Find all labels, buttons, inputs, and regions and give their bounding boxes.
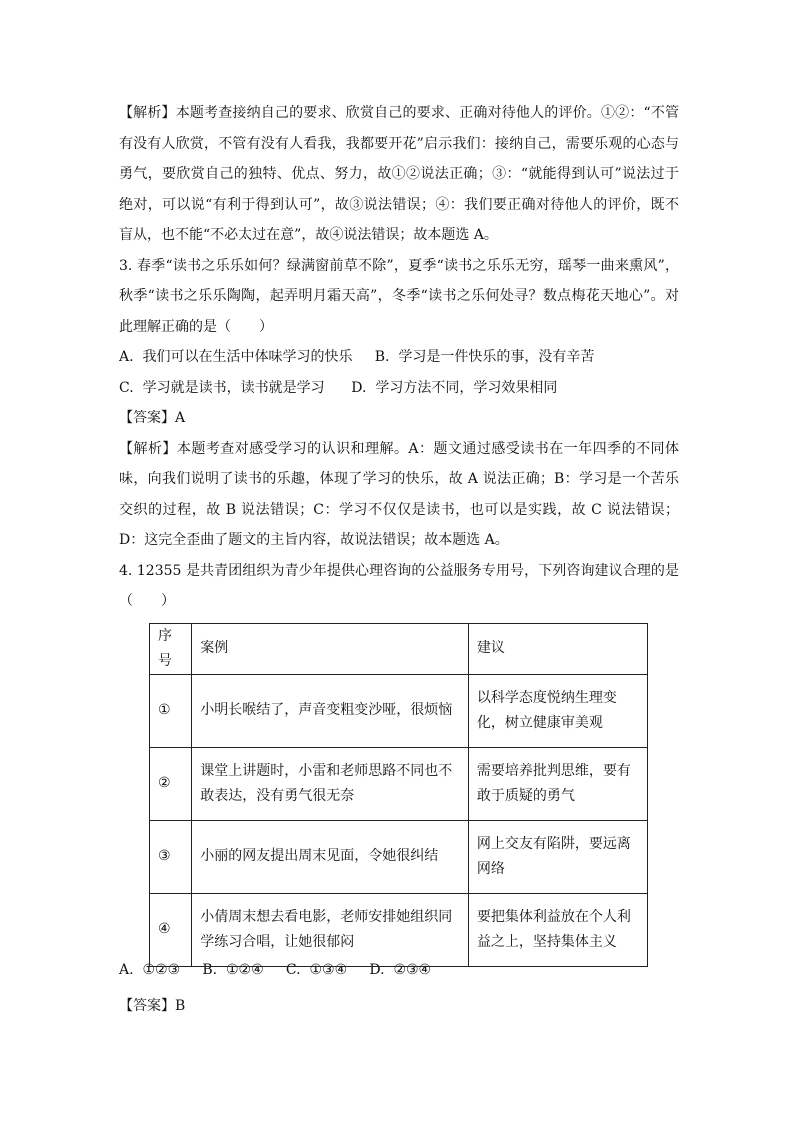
- header-cell: 案例: [192, 623, 469, 674]
- table-cell: 小倩周末想去看电影，老师安排她组织同学练习合唱，让她很郁闷: [192, 893, 469, 966]
- analysis-text: 本题考查对感受学习的认识和理解。A：题文通过感受读书在一年四季的不同体味，向我们说明了读书的乐趣，体现了学习的快乐，故 A 说法正确；B：学习是一个苦乐交织的过程，故 B 说法错误；C：学习不仅仅是读书，也可以是实践，故 C 说法错误；D：这完全歪曲了题文的主旨内容，故说法错误；故本题选 A。: [119, 440, 680, 548]
- q2-analysis: [119, 98, 679, 251]
- answer-tag: 【答案】: [119, 410, 175, 426]
- q4-stem: 4. 12355 是共青团组织为青少年提供心理咨询的公益服务专用号，下列咨询建议合理的是（ ）: [119, 562, 679, 609]
- table-row: [150, 820, 648, 893]
- table-cell: 需要培养批判思维，要有敢于质疑的勇气: [468, 747, 647, 820]
- q4-options: A. ①②③ B. ①②④ C. ①③④ D. ②③④: [119, 961, 432, 978]
- q4-answer: [119, 991, 679, 1022]
- table-cell: 网上交友有陷阱，要远离网络: [468, 820, 647, 893]
- table-cell: ②: [150, 747, 192, 820]
- answer-value: B: [175, 998, 186, 1014]
- table-row: [150, 893, 648, 966]
- q3-answer: [119, 403, 679, 434]
- table-cell: 小明长喉结了，声音变粗变沙哑，很烦恼: [192, 674, 469, 747]
- table-header-row: [150, 623, 648, 674]
- table-cell: ④: [150, 893, 192, 966]
- q4-table: [149, 623, 648, 967]
- table-row: [150, 674, 648, 747]
- q3-analysis: [119, 434, 679, 556]
- analysis-tag: 【解析】: [119, 440, 177, 457]
- analysis-tag: 【解析】: [119, 105, 176, 121]
- q3-stem: 3. 春季“读书之乐乐如何？绿满窗前草不除”，夏季“读书之乐乐无穷，瑶琴一曲来熏风”，秋季“读书之乐乐陶陶，起弄明月霜天高”，冬季“读书之乐何处寻？数点梅花天地心”。对此理解正确的是（ ）: [119, 257, 679, 335]
- q4-table-wrap: [119, 617, 679, 955]
- table-cell: 小丽的网友提出周末见面，令她很纠结: [192, 820, 469, 893]
- table-cell: ③: [150, 820, 192, 893]
- header-cell: 序号: [150, 623, 192, 674]
- answer-value: A: [175, 410, 186, 426]
- answer-tag: 【答案】: [119, 998, 175, 1014]
- table-cell: 课堂上讲题时，小雷和老师思路不同也不敢表达，没有勇气很无奈: [192, 747, 469, 820]
- analysis-text: 本题考查接纳自己的要求、欣赏自己的要求、正确对待他人的评价。①②：“不管有没有人欣赏，不管有没有人看我，我都要开花”启示我们：接纳自己，需要乐观的心态与勇气，要欣赏自己的独特、优点、努力，故①②说法正确；③：“就能得到认可”说法过于绝对，可以说“有利于得到认可”，故③说法错误；④：我们要正确对待他人的评价，既不盲从，也不能“不必太过在意”，故④说法错误；故本题选 A。: [119, 105, 680, 243]
- table-cell: ①: [150, 674, 192, 747]
- q3-options-line-2: C. 学习就是读书，读书就是学习 D. 学习方法不同，学习效果相同: [119, 379, 558, 396]
- header-cell: 建议: [468, 623, 647, 674]
- q3-options-line-1: A. 我们可以在生活中体味学习的快乐 B. 学习是一件快乐的事，没有辛苦: [119, 349, 595, 365]
- table-cell: 以科学态度悦纳生理变化，树立健康审美观: [468, 674, 647, 747]
- table-cell: 要把集体利益放在个人利益之上，坚持集体主义: [468, 893, 647, 966]
- document-page: [119, 98, 679, 1022]
- table-row: [150, 747, 648, 820]
